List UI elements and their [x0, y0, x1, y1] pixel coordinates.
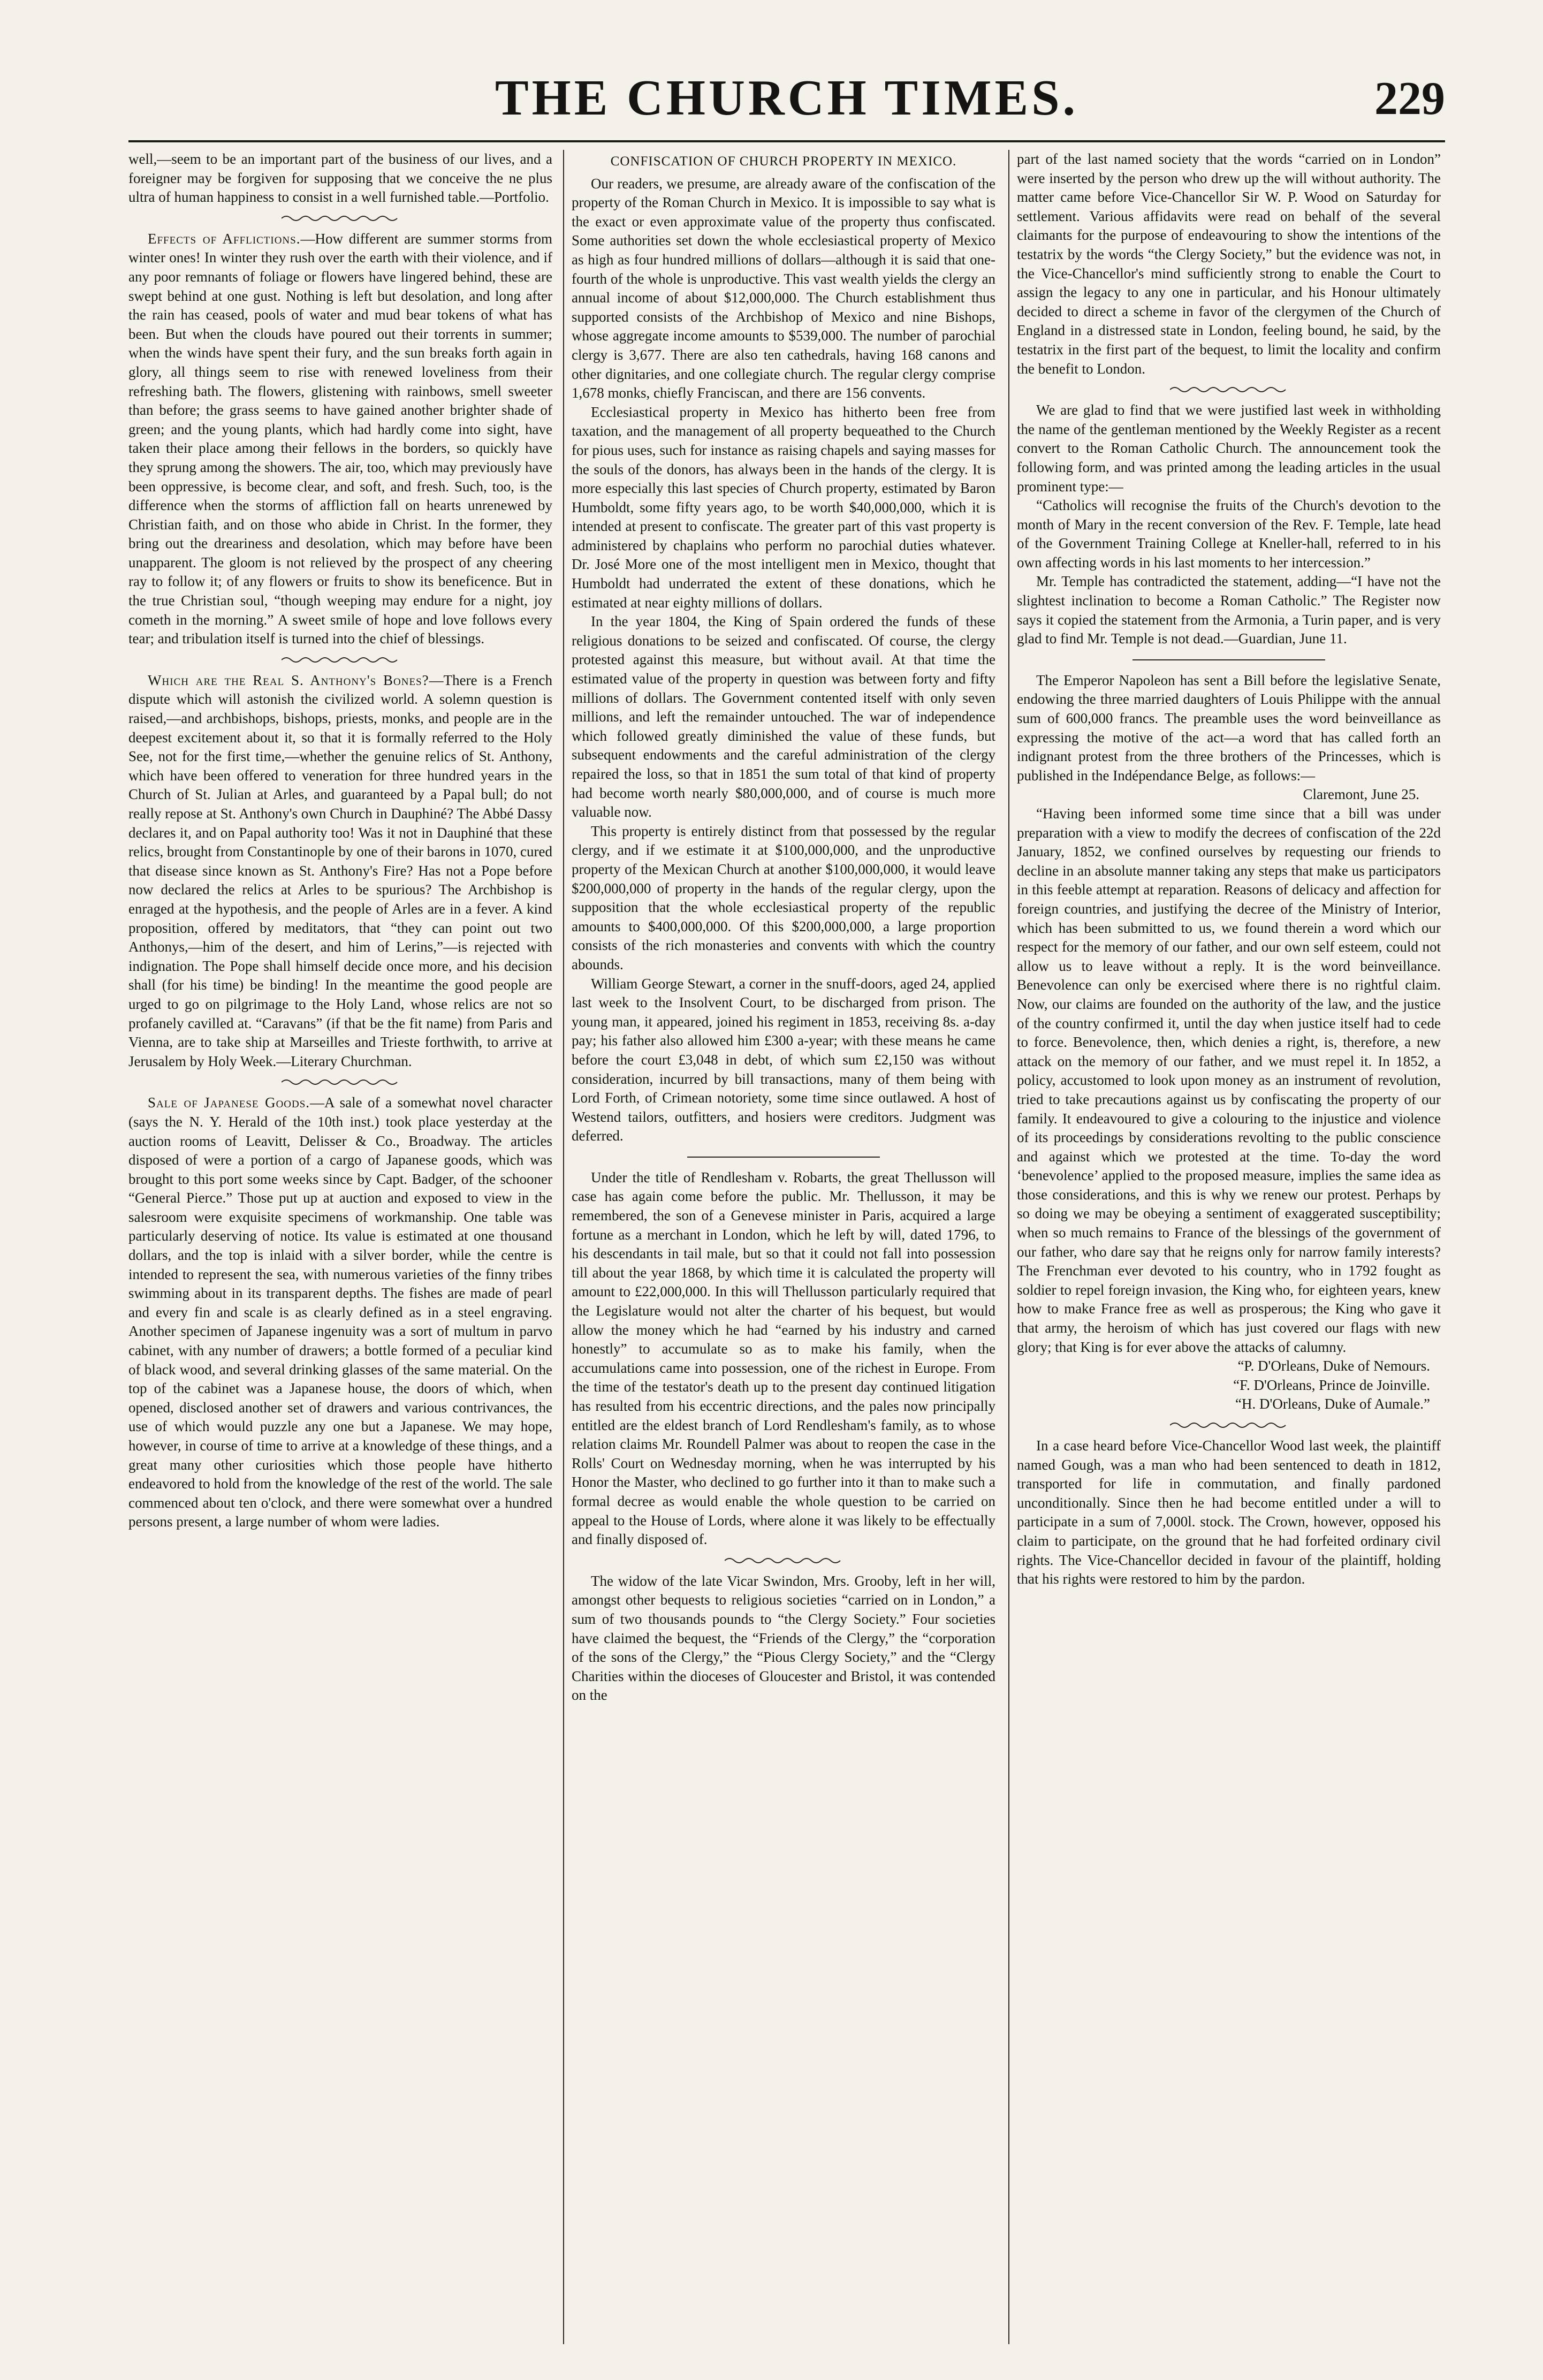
- masthead-rule: [128, 140, 1445, 142]
- separator-rule: [128, 210, 552, 226]
- temple-paragraph-2: Mr. Temple has contradicted the statement, adding—“I have not the slightest inclination to become a Roman Catholic.” The Register now says it copied the statement from the Armonia, a Turin paper, and is very glad to find Mr. Temple is not dead.—Guardian, June 11.: [1017, 573, 1441, 647]
- temple-quote: “Catholics will recognise the fruits of the Church's devotion to the month of Mary in the recent conversion of the Rev. F. Temple, late head of the Government Training College at Kneller-hall, referred to in his own affecting words in his last moments to her intercession.”: [1017, 497, 1441, 571]
- separator-rule: [572, 1553, 995, 1569]
- mexico-paragraph-4: This property is entirely distinct from that possessed by the regular clergy, and if we estimate it at $100,000,000, and the unproductive property of the Mexican Church at another $100,000,000, it would leave $200,000,000 of property in the hands of the regular clergy, upon the supposition that the whole ecclesiastical property of the republic amounts to $400,000,000. Of this $200,000,000, a large proportion consists of the rich monasteries and convents with which the country abounds.: [572, 823, 995, 972]
- anthony-bones-text: —There is a French dispute which will astonish the civilized world. A solemn question is raised,—and archbishops, bishops, priests, monks, and people are in the deepest excitement about it, so that it is formally referred to the Holy See, not for the first time,—whether the genuine relics of St. Anthony, which have been offered to veneration for three hundred years in the Church of St. Julian at Arles, and guaranteed by a Papal bull; do not really repose at St. Anthony's own Church in Dauphiné? The Abbé Dassy declares it, and on Papal authority too! Was it not in Dauphiné that these relics, brought from Constantinople by one of their barons in 1070, cured that disease since known as St. Anthony's Fire? Has not a Pope before now declared the relics at Arles to be spurious? The Archbishop is enraged at the hypothesis, and the people of Arles are in a fever. A kind proposition, offered by meditators, that “they can point out two Anthonys,—him of the desert, and him of Lerins,”—is rejected with indignation. The Pope shall himself decide once more, and his decision shall (for his time) be binding! In the meantime the good people are urged to go on pilgrimage to the Holy Land, whose relics are not so profanely cavilled at. “Caravans” (if that be the fit name) from Paris and Vienna, are to take ship at Marseilles and Trieste forthwith, to arrive at Jerusalem by Holy Week.—Literary Churchman.: [128, 672, 552, 1069]
- separator-rule: [128, 652, 552, 668]
- signature-nemours: “P. D'Orleans, Duke of Nemours.: [1237, 1358, 1430, 1374]
- napoleon-letter: “Having been informed some time since that a bill was under preparation with a view to modify the decrees of confiscation of the 22d January, 1852, we confined ourselves by requesting our friends to decline in an absolute manner taking any steps that make us participators in this feeble attempt at reparation. Reasons of delicacy and affection for foreign countries, and justifying the decree of the Ministry of Interior, which has been submitted to us, we found therein a word which our respect for the memory of our father, and our own self esteem, could not allow us to leave without a reply. It is the word beinveillance. Benevolence can only be exercised where there is no rightful claim. Now, our claims are founded on the authority of the law, and the justice of the country confirmed it, until the day when justice itself had to cede to force. Benevolence, then, which denies a right, is, therefore, a new attack on the memory of our father, and we must repel it. In 1852, a policy, accustomed to look upon money as an instrument of revolution, tried to take precautions against us by confiscating the property of our family. It endeavoured to give a colouring to the injustice and violence of its proceedings by considerations revolting to the public conscience and against which we protested at the time. To-day the word ‘benevolence’ applied to the proposed measure, implies the same idea as those considerations, and this is why we renew our protest. Perhaps by so doing we may be obeying a sentiment of exaggerated susceptibility; when so much remains to France of the blessings of the government of our father, who dare say that he reigns only for narrow family interests? The Frenchman ever devoted to his country, who in 1792 fought as soldier to repel foreign invasion, the King who, for eighteen years, knew how to make France free as well as prosperous; the King who gave it that army, the heroism of which has just covered our flags with new glory; that King is for ever above the attacks of calumny.: [1017, 805, 1441, 1355]
- portfolio-excerpt: well,—seem to be an important part of the business of our lives, and a foreigner may be forgiven for supposing that we conceive the ne plus ultra of human happiness to consist in a well furnished table.—Portfolio.: [128, 151, 552, 206]
- japanese-goods-article: [128, 1093, 552, 1532]
- column-2: [572, 150, 995, 2355]
- mexico-paragraph-3: In the year 1804, the King of Spain ordered the funds of these religious donations to be seized and confiscated. Of course, the clergy protested against this measure, but without avail. At that time the estimated value of the property in question was between forty and fifty millions of dollars. The Government contented itself with only seven millions, and left the remainder untouched. The war of independence which followed greatly diminished the value of these funds, but subsequent endowments and the careful administration of the clergy repaired the loss, so that in 1851 the sum total of that kind of property had become worth nearly $80,000,000, and of course is much more valuable now.: [572, 613, 995, 820]
- newspaper-title: THE CHURCH TIMES.: [495, 70, 1079, 126]
- swindon-continued: part of the last named society that the words “carried on in London” were inserted by the person who drew up the will without authority. The matter came before Vice-Chancellor Sir W. P. Wood on Saturday for settlement. Various affidavits were read on behalf of the several claimants for the purpose of endeavouring to show the intentions of the testatrix by the words “the Clergy Society,” but the evidence was not, in the Vice-Chancellor's mind sufficiently strong to enable the Court to assign the legacy to any one in particular, and his Honour ultimately decided to direct a scheme in favor of the clergymen of the Church of England in a distressed state in London, feeling bound, he said, by the testatrix in the first part of the bequest, to limit the locality and confirm the benefit to London.: [1017, 151, 1441, 377]
- swindon-article: The widow of the late Vicar Swindon, Mrs. Grooby, left in her will, amongst other bequests to religious societies “carried on in London,” a sum of two thousands pounds to “the Clergy Society.” Four societies have claimed the bequest, the “Friends of the Clergy,” the “corporation of the sons of the Clergy,” the “Pious Clergy Society,” and the “Clergy Charities within the dioceses of Gloucester and Bristol, it was contended on the: [572, 1572, 995, 1704]
- column-divider-2: [1008, 150, 1009, 2344]
- afflictions-heading: Effects of Afflictions.: [148, 230, 301, 247]
- signature-joinville: “F. D'Orleans, Prince de Joinville.: [1233, 1377, 1430, 1393]
- column-3: [1017, 150, 1441, 2355]
- anthony-bones-heading: Which are the Real S. Anthony's Bones?: [148, 672, 429, 688]
- column-1: [128, 150, 552, 2355]
- stewart-article: William George Stewart, a corner in the snuff-doors, aged 24, applied last week to the Insolvent Court, to be discharged from prison. The young man, it appeared, joined his regiment in 1853, receiving 8s. a-day pay; his father also allowed him £300 a-year; with these means he came before the court £3,048 in debt, of which sum £2,150 was without consideration, incurred by bill transactions, many of them being with Lord Forth, of Crimean notoriety, some time since outlawed. A host of Westend tailors, outfitters, and hosiers were creditors. Judgment was deferred.: [572, 975, 995, 1144]
- masthead: [128, 63, 1445, 138]
- separator-rule: [128, 1074, 552, 1090]
- column-divider-1: [563, 150, 564, 2344]
- japanese-goods-heading: Sale of Japanese Goods.: [148, 1094, 310, 1111]
- temple-paragraph-1: We are glad to find that we were justified last week in withholding the name of the gentleman mentioned by the Weekly Register as a recent convert to the Roman Catholic Church. The announcement took the following form, and was printed among the leading articles in the usual prominent type:—: [1017, 402, 1441, 495]
- anthony-bones-article: [128, 671, 552, 1071]
- separator-rule: [1017, 1417, 1441, 1433]
- afflictions-article: [128, 230, 552, 649]
- mexico-heading: CONFISCATION OF CHURCH PROPERTY IN MEXICO.: [610, 154, 957, 169]
- separator-rule: [1017, 382, 1441, 398]
- signature-aumale: “H. D'Orleans, Duke of Aumale.”: [1235, 1396, 1430, 1412]
- page-number: 229: [1374, 73, 1445, 125]
- gough-article: In a case heard before Vice-Chancellor Wood last week, the plaintiff named Gough, was a man who had been sentenced to death in 1812, transported for life in commutation, and finally pardoned unconditionally. Since then he had become entitled under a will to participate in a sum of 7,000l. stock. The Crown, however, opposed his claim to participate, on the ground that he had forfeited ordinary civil rights. The Vice-Chancellor decided in favour of the plaintiff, holding that his rights were restored to him by the pardon.: [1017, 1438, 1441, 1587]
- thellusson-article: Under the title of Rendlesham v. Robarts, the great Thellusson will case has again come before the public. Mr. Thellusson, it may be remembered, the son of a Genevese minister in Paris, acquired a large fortune as a merchant in London, which he left by will, dated 1796, to his descendants in tail male, but so that it could not fall into possession till about the year 1868, by which time it is calculated the property will amount to £22,000,000. In this will Thellusson particularly required that the Legislature would not alter the charter of his bequest, but would allow the money which he had “earned by his industry and carned honestly” to accumulate so as to make his family, when the accumulations came into possession, one of the richest in Europe. From the time of the testator's death up to the present day continued litigation has resulted from his eccentric directions, and the pales now principally entitled are the eldest branch of Lord Rendlesham's family, as to whose relation claims Mr. Roundell Palmer was about to reopen the case in the Rolls' Court on Wednesday morning, when he was interrupted by his Honor the Master, who declined to go further into it than to make such a formal decree as would enable the whole question to be carried on appeal to the House of Lords, where alone it was likely to be effectually and finally disposed of.: [572, 1169, 995, 1548]
- afflictions-text: —How different are summer storms from winter ones! In winter they rush over the earth with their violence, and if any poor remnants of foliage or flowers have lingered behind, these are swept behind at one gust. Nothing is left but desolation, and long after the rain has ceased, pools of water and mud bear tokens of what has been. But when the clouds have poured out their torrents in summer; when the winds have spent their fury, and the sun breaks forth again in glory, all things seem to rise with renewed loveliness from their refreshing bath. The flowers, glistening with rainbows, smell sweeter than before; the grass seems to have gained another brighter shade of green; and the young plants, which had hardly come into sight, have taken their place among their fellows in the borders, so quickly have they sprung among the showers. The air, too, which may previously have been oppressive, is become clear, and soft, and fresh. Such, too, is the difference when the storms of affliction fall on hearts unrenewed by Christian faith, and on those who abide in Christ. In the former, they bring out the dreariness and desolation, which may before have been unapparent. The gloom is not relieved by the prospect of any cheering ray to follow it; of any flowers or fruits to show its beneficence. But in the true Christian soul, “though weeping may endure for a night, joy cometh in the morning.” A sweet smile of hope and love follows every tear; and tribulation itself is turned into the chief of blessings.: [128, 230, 552, 647]
- mexico-paragraph-2: Ecclesiastical property in Mexico has hitherto been free from taxation, and the management of all property bequeathed to the Church for pious uses, such for instance as raising chapels and saying masses for the souls of the donors, has always been in the hands of the clergy. It is more especially this last species of Church property, estimated by Baron Humboldt, some fifty years ago, to be worth $40,000,000, which it is intended at present to confiscate. The greater part of this vast property is administered by chaplains who perform no parochial duties whatever. Dr. José More one of the most intelligent men in Mexico, thought that Humboldt had underrated the extent of these donations, which he estimated at near eighty millions of dollars.: [572, 404, 995, 611]
- mexico-paragraph-1: Our readers, we presume, are already aware of the confiscation of the property of the Roman Church in Mexico. It is impossible to say what is the exact or even approximate value of the property thus confiscated. Some authorities set down the whole ecclesiastical property of Mexico as high as four hundred millions of dollars—although it is said that one-fourth of the whole is unproductive. This vast wealth yields the clergy an annual income of about $12,000,000. The Church establishment thus supported consists of the Archbishop of Mexico and nine Bishops, whose aggregate income amounts to $539,000. The number of parochial clergy is 3,677. There are also ten cathedrals, having 168 canons and other dignitaries, and one collegiate church. The regular clergy comprise 1,678 monks, chiefly Franciscan, and there are 156 convents.: [572, 175, 995, 401]
- napoleon-paragraph-1: The Emperor Napoleon has sent a Bill before the legislative Senate, endowing the three married daughters of Louis Philippe with the annual sum of 600,000 francs. The preamble uses the word beinveillance as expressing the motive of the act—a word that has called forth an indignant protest from the three brothers of the Princesses, which is published in the Indépendance Belge, as follows:—: [1017, 672, 1441, 784]
- separator-rule: [1017, 652, 1441, 668]
- napoleon-dateline: Claremont, June 25.: [1303, 786, 1419, 803]
- separator-rule: [572, 1149, 995, 1165]
- japanese-goods-text: —A sale of a somewhat novel character (says the N. Y. Herald of the 10th inst.) took place yesterday at the auction rooms of Leavitt, Delisser & Co., Broadway. The articles disposed of were a portion of a cargo of Japanese goods, which was brought to this port some weeks since by Capt. Badger, of the schooner “General Pierce.” Those put up at auction and exposed to view in the salesroom were exquisite specimens of workmanship. One table was particularly deserving of notice. Its value is estimated at one thousand dollars, and the top is inlaid with a silver border, while the centre is intended to represent the sea, with numerous varieties of the finny tribes swimming about in its transparent depths. The fishes are made of pearl and every fin and scale is as clearly defined as in a steel engraving. Another specimen of Japanese ingenuity was a sort of multum in parvo cabinet, with any number of drawers; a bottle formed of a peculiar kind of black wood, and several drinking glasses of the same material. On the top of the cabinet was a Japanese house, the doors of which, when opened, disclosed another set of drawers and various contrivances, the use of which would puzzle any one but a Japanese. We may hope, however, in course of time to arrive at a knowledge of these things, and a great many other curiosities which those people have hitherto endeavored to hold from the knowledge of the rest of the world. The sale commenced about ten o'clock, and there were somewhat over a hundred persons present, a large number of whom were ladies.: [128, 1094, 552, 1530]
